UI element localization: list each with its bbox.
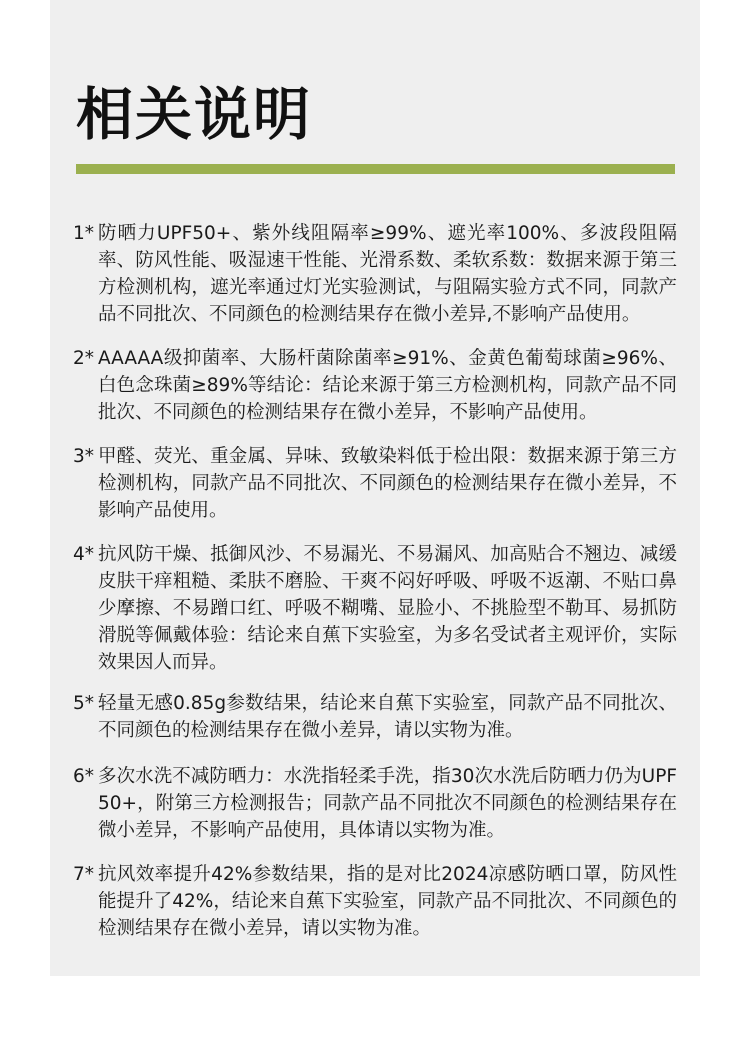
note-text: 抗风防干燥、抵御风沙、不易漏光、不易漏风、加高贴合不翘边、减缓皮肤干痒粗糙、柔肤不磨脸、干爽不闷好呼吸、呼吸不返潮、不贴口鼻少摩擦、不易蹭口红、呼吸不糊嘴、显脸小、不挑脸型不勒耳、易抓防滑脱等佩戴体验：结论来自蕉下实验室，为多名受试者主观评价，实际效果因人而异。 (98, 544, 677, 673)
note-number: 4* (73, 544, 95, 565)
note-text: 抗风效率提升42%参数结果，指的是对比2024凉感防晒口罩，防风性能提升了42%，结论来自蕉下实验室，同款产品不同批次、不同颜色的检测结果存在微小差异，请以实物为准。 (98, 864, 677, 939)
note-number: 5* (73, 693, 95, 714)
page-title: 相关说明 (76, 82, 312, 148)
note-text: AAAAA级抑菌率、大肠杆菌除菌率≥91%、金黄色葡萄球菌≥96%、白色念珠菌≥89%等结论：结论来源于第三方检测机构，同款产品不同批次、不同颜色的检测结果存在微小差异，不影响产品使用。 (98, 348, 677, 423)
note-number: 6* (73, 766, 95, 787)
note-text: 轻量无感0.85g参数结果，结论来自蕉下实验室，同款产品不同批次、不同颜色的检测结果存在微小差异，请以实物为准。 (98, 693, 677, 741)
note-number: 3* (73, 446, 95, 467)
note-text: 防晒力UPF50+、紫外线阻隔率≥99%、遮光率100%、多波段阻隔率、防风性能、吸湿速干性能、光滑系数、柔软系数：数据来源于第三方检测机构，遮光率通过灯光实验测试，与阻隔实验方式不同，同款产品不同批次、不同颜色的检测结果存在微小差异,不影响产品使用。 (98, 223, 677, 325)
note-text: 多次水洗不减防晒力：水洗指轻柔手洗，指30次水洗后防晒力仍为UPF50+，附第三方检测报告；同款产品不同批次不同颜色的检测结果存在微小差异，不影响产品使用，具体请以实物为准。 (98, 766, 677, 841)
note-item-3 (73, 443, 677, 524)
note-item-7 (73, 861, 677, 942)
title-divider (76, 164, 675, 174)
note-item-4 (73, 541, 677, 676)
note-number: 1* (73, 223, 95, 244)
note-text: 甲醛、荧光、重金属、异味、致敏染料低于检出限：数据来源于第三方检测机构，同款产品不同批次、不同颜色的检测结果存在微小差异，不影响产品使用。 (98, 446, 677, 521)
note-number: 7* (73, 864, 95, 885)
note-item-6 (73, 763, 677, 844)
note-item-5 (73, 690, 677, 744)
note-number: 2* (73, 348, 95, 369)
note-item-1 (73, 220, 677, 328)
note-item-2 (73, 345, 677, 426)
